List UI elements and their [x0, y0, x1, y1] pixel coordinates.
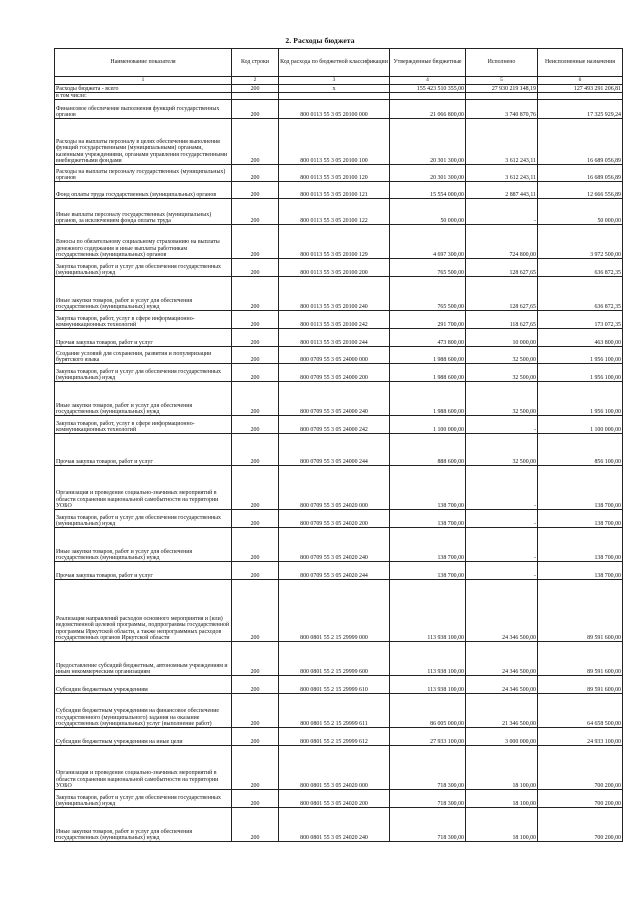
indicator-name: Создание условий для сохранения, развития и популяризации бурятского языка	[55, 347, 232, 364]
approved-amount	[390, 93, 466, 100]
approved-amount: 21 066 800,00	[390, 100, 466, 119]
executed-amount: 32 500,00	[466, 434, 538, 466]
line-code: 200	[232, 277, 279, 311]
expenditure-table	[54, 48, 623, 842]
remaining-amount: 463 800,00	[538, 329, 623, 347]
remaining-amount: 50 000,00	[538, 199, 623, 225]
executed-amount: 724 800,00	[466, 225, 538, 259]
table-row	[55, 562, 623, 580]
executed-amount: 27 930 219 148,19	[466, 85, 538, 93]
remaining-amount: 89 591 600,00	[538, 676, 623, 694]
classification-code: 800 0709 55 3 05 24000 242	[279, 416, 390, 434]
classification-code: 800 0801 55 2 15 29999 611	[279, 694, 390, 728]
line-code: 200	[232, 510, 279, 528]
remaining-amount: 636 872,35	[538, 277, 623, 311]
remaining-amount: 127 493 291 206,81	[538, 85, 623, 93]
indicator-name: Закупка товаров, работ и услуг для обеспечения государственных (муниципальных) нужд	[55, 790, 232, 808]
approved-amount: 50 000,00	[390, 199, 466, 225]
header-classification-code: Код расхода по бюджетной классификации	[279, 49, 390, 77]
executed-amount: 2 887 443,11	[466, 182, 538, 199]
column-number: 2	[232, 77, 279, 85]
indicator-name: Закупка товаров, работ, услуг в сфере информационно-коммуникационных технологий	[55, 311, 232, 329]
remaining-amount: 64 658 500,00	[538, 694, 623, 728]
approved-amount: 138 700,00	[390, 528, 466, 562]
executed-amount: 24 346 500,00	[466, 676, 538, 694]
remaining-amount: 12 666 556,89	[538, 182, 623, 199]
line-code: 200	[232, 466, 279, 510]
indicator-name: Субсидии бюджетным учреждениям на иные цели	[55, 728, 232, 746]
line-code	[232, 93, 279, 100]
table-row	[55, 259, 623, 277]
executed-amount: 128 627,65	[466, 277, 538, 311]
approved-amount: 20 301 300,00	[390, 119, 466, 165]
table-row	[55, 808, 623, 842]
indicator-name: Фонд оплаты труда государственных (муниципальных) органов	[55, 182, 232, 199]
column-number-row	[55, 77, 623, 85]
indicator-name: Взносы по обязательному социальному страхованию на выплаты денежного содержания и иные выплаты работникам государственных (муниципальных) органов	[55, 225, 232, 259]
header-line-code: Код строки	[232, 49, 279, 77]
remaining-amount: 700 200,00	[538, 808, 623, 842]
column-number: 5	[466, 77, 538, 85]
table-row	[55, 434, 623, 466]
approved-amount: 473 800,00	[390, 329, 466, 347]
table-row	[55, 528, 623, 562]
classification-code: 800 0113 55 3 05 20100 244	[279, 329, 390, 347]
remaining-amount: 636 872,35	[538, 259, 623, 277]
executed-amount: 32 500,00	[466, 382, 538, 416]
remaining-amount: 89 591 600,00	[538, 642, 623, 676]
remaining-amount: 138 700,00	[538, 510, 623, 528]
classification-code: 800 0113 55 3 05 20100 242	[279, 311, 390, 329]
classification-code: 800 0113 55 3 05 20100 240	[279, 277, 390, 311]
table-row	[55, 790, 623, 808]
approved-amount: 1 988 600,00	[390, 364, 466, 382]
classification-code: 800 0709 55 3 05 24000 240	[279, 382, 390, 416]
table-row	[55, 311, 623, 329]
column-number: 4	[390, 77, 466, 85]
line-code: 200	[232, 790, 279, 808]
line-code: 200	[232, 259, 279, 277]
approved-amount: 765 500,00	[390, 259, 466, 277]
remaining-amount: 1 100 000,00	[538, 416, 623, 434]
line-code: 200	[232, 416, 279, 434]
executed-amount: 18 100,00	[466, 808, 538, 842]
table-row	[55, 694, 623, 728]
table-row	[55, 199, 623, 225]
indicator-name: Закупка товаров, работ, услуг в сфере информационно-коммуникационных технологий	[55, 416, 232, 434]
line-code: 200	[232, 182, 279, 199]
table-body	[55, 85, 623, 842]
approved-amount: 1 100 000,00	[390, 416, 466, 434]
executed-amount: 18 100,00	[466, 790, 538, 808]
column-number: 3	[279, 77, 390, 85]
executed-amount: 32 500,00	[466, 347, 538, 364]
column-number: 1	[55, 77, 232, 85]
line-code: 200	[232, 642, 279, 676]
table-row	[55, 165, 623, 182]
classification-code: 800 0801 55 3 05 24020 000	[279, 746, 390, 790]
classification-code: 800 0801 55 2 15 29999 610	[279, 676, 390, 694]
executed-amount: 10 000,00	[466, 329, 538, 347]
line-code: 200	[232, 580, 279, 642]
line-code: 200	[232, 165, 279, 182]
executed-amount: 24 346 500,00	[466, 580, 538, 642]
table-row	[55, 182, 623, 199]
line-code: 200	[232, 382, 279, 416]
executed-amount: 3 000 000,00	[466, 728, 538, 746]
approved-amount: 113 938 100,00	[390, 642, 466, 676]
table-row	[55, 676, 623, 694]
line-code: 200	[232, 364, 279, 382]
line-code: 200	[232, 329, 279, 347]
indicator-name: Расходы на выплаты персоналу в целях обеспечения выполнения функций государственными (муниципальными) органами, казенными учреждениями, органами управления государственными внебюджетными фондами	[55, 119, 232, 165]
remaining-amount: 856 100,00	[538, 434, 623, 466]
remaining-amount	[538, 93, 623, 100]
classification-code: 800 0709 55 3 05 24020 000	[279, 466, 390, 510]
column-number: 6	[538, 77, 623, 85]
classification-code: 800 0709 55 3 05 24000 244	[279, 434, 390, 466]
table-row	[55, 466, 623, 510]
approved-amount: 291 700,00	[390, 311, 466, 329]
classification-code: x	[279, 85, 390, 93]
line-code: 200	[232, 311, 279, 329]
approved-amount: 718 300,00	[390, 746, 466, 790]
indicator-name: Иные выплаты персоналу государственных (муниципальных) органов, за исключением фонда оплаты труда	[55, 199, 232, 225]
remaining-amount: 700 200,00	[538, 746, 623, 790]
classification-code: 800 0113 55 3 05 20100 121	[279, 182, 390, 199]
line-code: 200	[232, 728, 279, 746]
executed-amount: 18 100,00	[466, 746, 538, 790]
indicator-name: Закупка товаров, работ и услуг для обеспечения государственных (муниципальных) нужд	[55, 510, 232, 528]
indicator-name: Прочая закупка товаров, работ и услуг	[55, 562, 232, 580]
indicator-name: Организация и проведение социально-значимых мероприятий в области сохранения национальной самобытности на территории УОБО	[55, 466, 232, 510]
line-code: 200	[232, 808, 279, 842]
remaining-amount: 16 689 056,89	[538, 165, 623, 182]
approved-amount: 113 938 100,00	[390, 676, 466, 694]
classification-code: 800 0113 55 3 05 20100 000	[279, 100, 390, 119]
classification-code: 800 0801 55 3 05 24020 240	[279, 808, 390, 842]
classification-code: 800 0709 55 3 05 24020 244	[279, 562, 390, 580]
indicator-name: Субсидии бюджетным учреждениям на финансовое обеспечение государственного (муниципального) задания на оказание государственных (муниципальных) услуг (выполнение работ)	[55, 694, 232, 728]
executed-amount: -	[466, 466, 538, 510]
approved-amount: 20 301 300,00	[390, 165, 466, 182]
remaining-amount: 700 200,00	[538, 790, 623, 808]
executed-amount: 32 500,00	[466, 364, 538, 382]
executed-amount: -	[466, 562, 538, 580]
table-row	[55, 329, 623, 347]
table-row	[55, 580, 623, 642]
line-code: 200	[232, 562, 279, 580]
executed-amount: 3 612 243,11	[466, 165, 538, 182]
header-executed: Исполнено	[466, 49, 538, 77]
approved-amount: 888 600,00	[390, 434, 466, 466]
indicator-name: Организация и проведение социально-значимых мероприятий в области сохранения национальной самобытности на территории УОБО	[55, 746, 232, 790]
classification-code: 800 0113 55 3 05 20100 122	[279, 199, 390, 225]
indicator-name: Прочая закупка товаров, работ и услуг	[55, 329, 232, 347]
remaining-amount: 3 972 500,00	[538, 225, 623, 259]
table-row	[55, 93, 623, 100]
remaining-amount: 1 956 100,00	[538, 347, 623, 364]
table-row	[55, 347, 623, 364]
executed-amount: 3 612 243,11	[466, 119, 538, 165]
page-title: 2. Расходы бюджета	[285, 36, 355, 45]
approved-amount: 138 700,00	[390, 466, 466, 510]
table-row	[55, 416, 623, 434]
indicator-name: Иные закупки товаров, работ и услуг для обеспечения государственных (муниципальных) нужд	[55, 808, 232, 842]
header-row	[55, 49, 623, 77]
classification-code: 800 0709 55 3 05 24000 000	[279, 347, 390, 364]
approved-amount: 1 988 600,00	[390, 347, 466, 364]
indicator-name: в том числе:	[55, 93, 232, 100]
line-code: 200	[232, 746, 279, 790]
remaining-amount: 1 956 100,00	[538, 382, 623, 416]
indicator-name: Субсидии бюджетным учреждениям	[55, 676, 232, 694]
classification-code: 800 0113 55 3 05 20100 100	[279, 119, 390, 165]
remaining-amount: 138 700,00	[538, 466, 623, 510]
line-code: 200	[232, 434, 279, 466]
classification-code: 800 0801 55 2 15 29999 612	[279, 728, 390, 746]
indicator-name: Финансовое обеспечение выполнения функций государственных органов	[55, 100, 232, 119]
remaining-amount: 138 700,00	[538, 562, 623, 580]
line-code: 200	[232, 347, 279, 364]
indicator-name: Закупка товаров, работ и услуг для обеспечения государственных (муниципальных) нужд	[55, 259, 232, 277]
header-approved: Утвержденные бюджетные	[390, 49, 466, 77]
line-code: 200	[232, 694, 279, 728]
indicator-name: Иные закупки товаров, работ и услуг для обеспечения государственных (муниципальных) нужд	[55, 528, 232, 562]
indicator-name: Расходы бюджета - всего	[55, 85, 232, 93]
classification-code: 800 0801 55 3 05 24020 200	[279, 790, 390, 808]
approved-amount: 718 300,00	[390, 808, 466, 842]
executed-amount: 21 346 500,00	[466, 694, 538, 728]
line-code: 200	[232, 225, 279, 259]
executed-amount	[466, 93, 538, 100]
remaining-amount: 173 072,35	[538, 311, 623, 329]
line-code: 200	[232, 199, 279, 225]
approved-amount: 86 005 000,00	[390, 694, 466, 728]
indicator-name: Предоставление субсидий бюджетным, автономным учреждениям и иным некоммерческим организациям	[55, 642, 232, 676]
classification-code: 800 0113 55 3 05 20100 129	[279, 225, 390, 259]
approved-amount: 4 697 300,00	[390, 225, 466, 259]
indicator-name: Иные закупки товаров, работ и услуг для обеспечения государственных (муниципальных) нужд	[55, 277, 232, 311]
table-row	[55, 728, 623, 746]
approved-amount: 15 554 000,00	[390, 182, 466, 199]
executed-amount: 118 627,65	[466, 311, 538, 329]
approved-amount: 155 423 510 355,00	[390, 85, 466, 93]
remaining-amount: 89 591 600,00	[538, 580, 623, 642]
table-row	[55, 100, 623, 119]
remaining-amount: 16 689 056,89	[538, 119, 623, 165]
line-code: 200	[232, 85, 279, 93]
header-remaining: Неисполненные назначения	[538, 49, 623, 77]
executed-amount: -	[466, 416, 538, 434]
executed-amount: 128 627,65	[466, 259, 538, 277]
table-row	[55, 510, 623, 528]
classification-code: 800 0709 55 3 05 24000 200	[279, 364, 390, 382]
approved-amount: 718 300,00	[390, 790, 466, 808]
remaining-amount: 138 700,00	[538, 528, 623, 562]
table-row	[55, 746, 623, 790]
table-row	[55, 85, 623, 93]
classification-code: 800 0709 55 3 05 24020 200	[279, 510, 390, 528]
table-row	[55, 642, 623, 676]
table-row	[55, 364, 623, 382]
approved-amount: 27 933 100,00	[390, 728, 466, 746]
line-code: 200	[232, 528, 279, 562]
classification-code: 800 0801 55 2 15 29999 000	[279, 580, 390, 642]
executed-amount: -	[466, 510, 538, 528]
classification-code: 800 0113 55 3 05 20100 120	[279, 165, 390, 182]
remaining-amount: 17 325 929,24	[538, 100, 623, 119]
classification-code: 800 0709 55 3 05 24020 240	[279, 528, 390, 562]
remaining-amount: 24 933 100,00	[538, 728, 623, 746]
executed-amount: -	[466, 528, 538, 562]
indicator-name: Иные закупки товаров, работ и услуг для обеспечения государственных (муниципальных) нужд	[55, 382, 232, 416]
table-row	[55, 119, 623, 165]
table-row	[55, 382, 623, 416]
classification-code: 800 0113 55 3 05 20100 200	[279, 259, 390, 277]
executed-amount: -	[466, 199, 538, 225]
table-row	[55, 225, 623, 259]
indicator-name: Реализация направлений расходов основного мероприятия и (или) ведомственной целевой программы, подпрограммы государственной программы Иркутской области, а также непрограммных расходов государственных органов Иркутской области	[55, 580, 232, 642]
indicator-name: Расходы на выплаты персоналу государственных (муниципальных) органов	[55, 165, 232, 182]
approved-amount: 765 500,00	[390, 277, 466, 311]
executed-amount: 3 740 870,76	[466, 100, 538, 119]
classification-code: 800 0801 55 2 15 29999 600	[279, 642, 390, 676]
approved-amount: 113 938 100,00	[390, 580, 466, 642]
executed-amount: 24 346 500,00	[466, 642, 538, 676]
approved-amount: 1 988 600,00	[390, 382, 466, 416]
indicator-name: Прочая закупка товаров, работ и услуг	[55, 434, 232, 466]
approved-amount: 138 700,00	[390, 562, 466, 580]
line-code: 200	[232, 119, 279, 165]
remaining-amount: 1 956 100,00	[538, 364, 623, 382]
classification-code	[279, 93, 390, 100]
indicator-name: Закупка товаров, работ и услуг для обеспечения государственных (муниципальных) нужд	[55, 364, 232, 382]
header-indicator-name: Наименование показателя	[55, 49, 232, 77]
approved-amount: 138 700,00	[390, 510, 466, 528]
line-code: 200	[232, 676, 279, 694]
table-row	[55, 277, 623, 311]
line-code: 200	[232, 100, 279, 119]
